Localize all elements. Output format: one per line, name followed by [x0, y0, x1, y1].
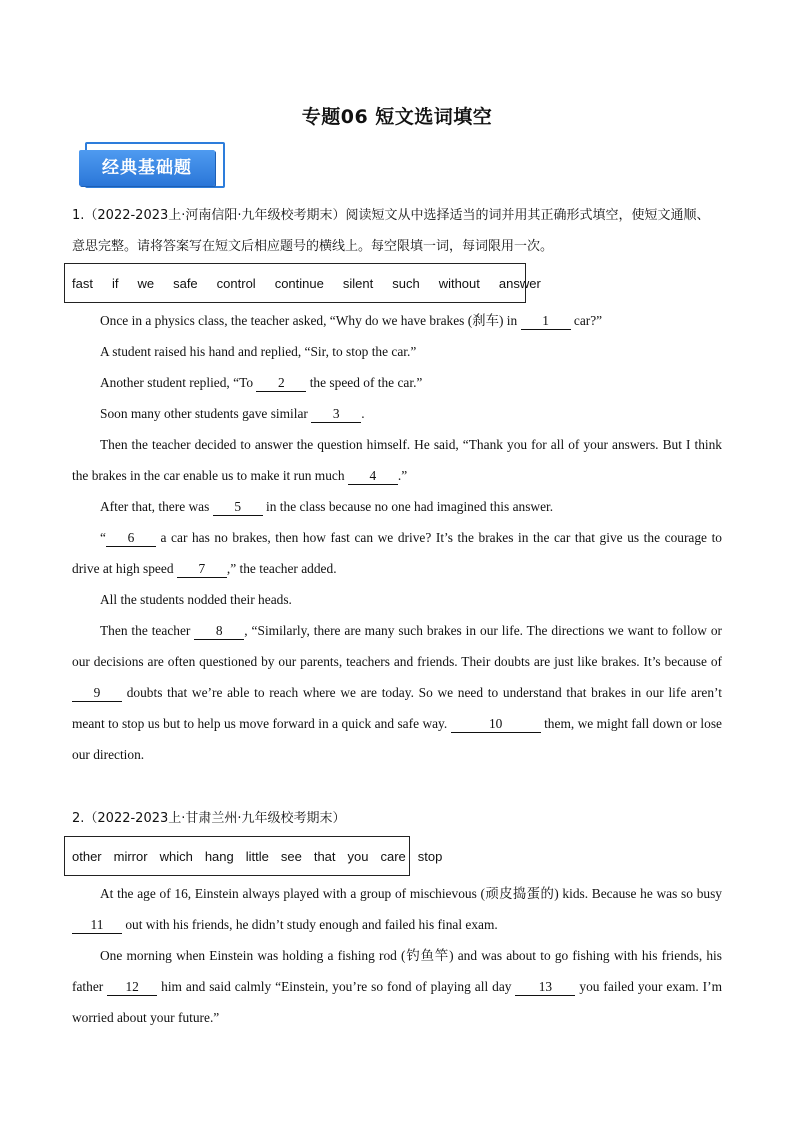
passage-text: car?”: [570, 313, 603, 328]
passage-text: “: [100, 530, 106, 545]
passage-text: A student raised his hand and replied, “Sir, to stop the car.”: [100, 344, 417, 359]
paragraph: [72, 878, 722, 940]
word-bank-item: little: [245, 848, 269, 864]
paragraph: [72, 584, 722, 615]
paragraph: [72, 940, 722, 1033]
paragraph: [72, 367, 722, 398]
passage-text: All the students nodded their heads.: [100, 592, 292, 607]
blank-1[interactable]: 1: [521, 313, 571, 330]
page-title: 专题06 短文选词填空: [301, 106, 493, 128]
passage-text: ,” the teacher added.: [226, 561, 337, 576]
blank-10[interactable]: 10: [451, 716, 541, 733]
passage-text: .: [361, 406, 365, 421]
blank-2[interactable]: 2: [256, 375, 306, 392]
word-bank-item: such: [392, 275, 420, 291]
blank-7[interactable]: 7: [177, 561, 227, 578]
passage-text: One morning when Einstein was holding a fishing rod (钓鱼竿) and was about to go fishing with his friends, his father: [72, 948, 722, 994]
word-bank-item: you: [347, 848, 369, 864]
passage-text: After that, there was: [100, 499, 213, 514]
word-bank-item: fast: [72, 275, 93, 291]
q1-word-box: [64, 263, 541, 303]
passage-text: you failed your exam. I’m worried about your future.”: [72, 979, 722, 1025]
passage-text: doubts that we’re able to reach where we are today. So we need to understand that brakes in our life aren’t meant to stop us but to help us move forward in a quick and safe way.: [72, 685, 722, 731]
paragraph: [72, 429, 722, 491]
passage-text: Then the teacher decided to answer the question himself. He said, “Thank you for all of your answers. But I think the brakes in the car enable us to make it run much: [72, 437, 722, 483]
word-bank-item: hang: [204, 848, 234, 864]
word-bank-item: if: [111, 275, 119, 291]
blank-11[interactable]: 11: [72, 917, 122, 934]
word-bank-item: other: [72, 848, 102, 864]
blank-12[interactable]: 12: [107, 979, 157, 996]
passage-text: the speed of the car.”: [306, 375, 423, 390]
passage-text: At the age of 16, Einstein always played with a group of mischievous (顽皮捣蛋的) kids. Because he was so busy: [100, 886, 722, 901]
blank-9[interactable]: 9: [72, 685, 122, 702]
word-bank-item: silent: [342, 275, 374, 291]
q2-word-box: [64, 836, 443, 876]
passage-text: Another student replied, “To: [100, 375, 257, 390]
passage-text: Then the teacher: [100, 623, 195, 638]
blank-6[interactable]: 6: [106, 530, 156, 547]
blank-4[interactable]: 4: [348, 468, 398, 485]
blank-13[interactable]: 13: [515, 979, 575, 996]
paragraph: [72, 615, 722, 770]
passage-text: Soon many other students gave similar: [100, 406, 312, 421]
word-bank-item: which: [159, 848, 193, 864]
word-bank-item: mirror: [113, 848, 148, 864]
blank-8[interactable]: 8: [194, 623, 244, 640]
paragraph: [72, 491, 722, 522]
passage-text: him and said calmly “Einstein, you’re so fond of playing all day: [157, 979, 516, 994]
word-bank-item: we: [137, 275, 155, 291]
paragraph: [72, 336, 722, 367]
passage-text: in the class because no one had imagined this answer.: [262, 499, 554, 514]
paragraph: [72, 522, 722, 584]
blank-5[interactable]: 5: [213, 499, 263, 516]
passage-text: Once in a physics class, the teacher asked, “Why do we have brakes (刹车) in: [100, 313, 521, 328]
q1-passage: [72, 305, 722, 770]
word-bank-item: care: [380, 848, 406, 864]
passage-text: a car has no brakes, then how fast can we drive? It’s the brakes in the car that give us the courage to drive at high speed: [72, 530, 722, 576]
word-bank-item: without: [438, 275, 480, 291]
word-bank-item: that: [313, 848, 336, 864]
word-bank-item: control: [216, 275, 256, 291]
paragraph: [72, 305, 722, 336]
passage-text: , “Similarly, there are many such brakes in our life. The directions we want to follow or our decisions are often questioned by our parents, teachers and friends. Their doubts are just like brakes. It’s because of: [72, 623, 722, 669]
banner-label: 经典基础题: [102, 158, 192, 178]
word-bank-item: continue: [274, 275, 324, 291]
q2-header: 2.（2022-2023上·甘肃兰州·九年级校考期末）: [72, 811, 346, 826]
passage-text: them, we might fall down or lose our direction.: [72, 716, 722, 762]
word-bank-item: answer: [498, 275, 541, 291]
q2-passage: [72, 878, 722, 1033]
passage-text: out with his friends, he didn’t study enough and failed his final exam.: [122, 917, 498, 932]
section-banner: [79, 142, 225, 190]
word-bank-item: safe: [173, 275, 198, 291]
word-bank-item: see: [280, 848, 302, 864]
paragraph: [72, 398, 722, 429]
q1-header: 1.（2022-2023上·河南信阳·九年级校考期末）阅读短文从中选择适当的词并用其正确形式填空，使短文通顺、意思完整。请将答案写在短文后相应题号的横线上。每空限填一词，每词限用一次。: [72, 208, 710, 254]
blank-3[interactable]: 3: [311, 406, 361, 423]
word-bank-item: stop: [417, 848, 443, 864]
passage-text: .”: [397, 468, 408, 483]
